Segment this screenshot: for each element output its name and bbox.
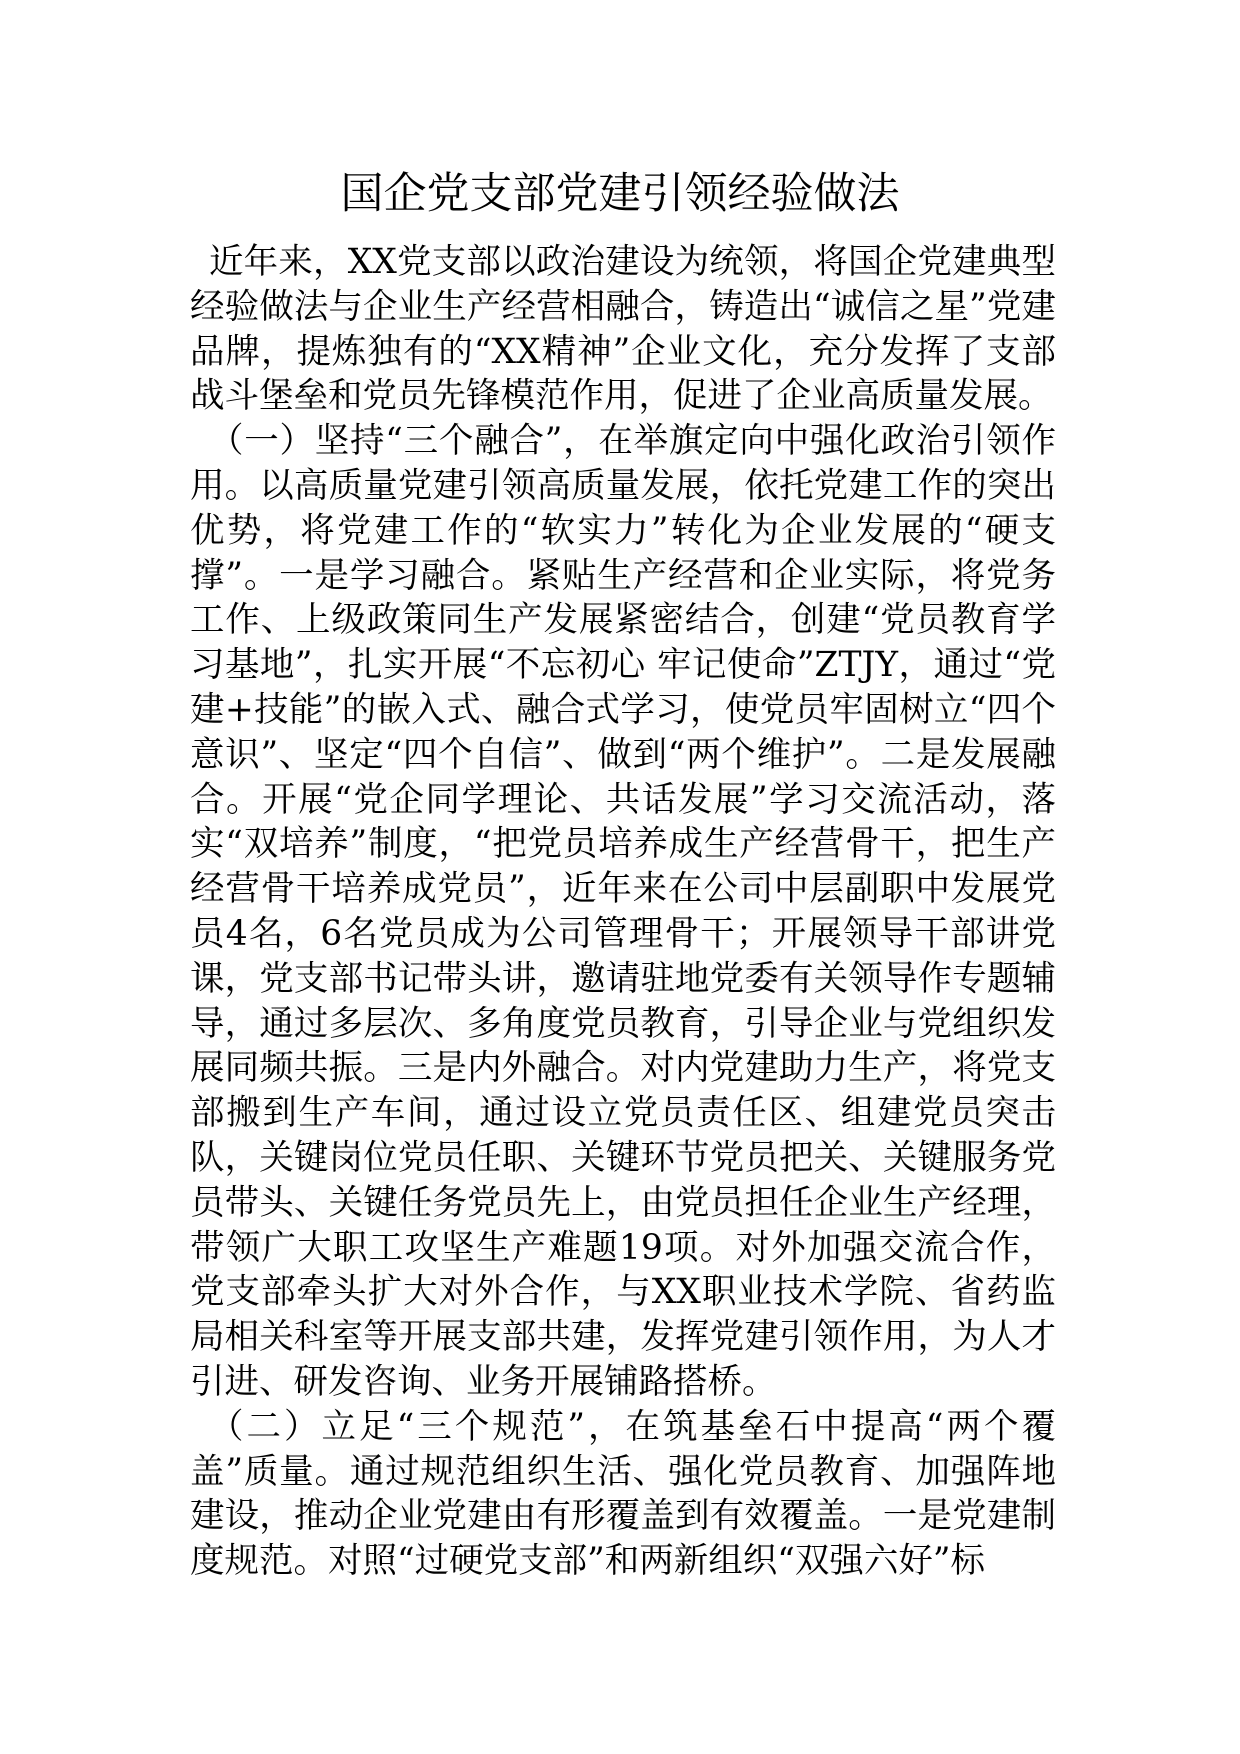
paragraph-section-1: （一）坚持“三个融合”，在举旗定向中强化政治引领作用。以高质量党建引领高质量发展，依托党建工作的突出优势，将党建工作的“软实力”转化为企业发展的“硬支撑”。一是学习融合。紧贴生产经营和企业实际，将党务工作、上级政策同生产发展紧密结合，创建“党员教育学习基地”，扎实开展“不忘初心 牢记使命”ZTJY，通过“党建+技能”的嵌入式、融合式学习，使党员牢固树立“四个意识”、坚定“四个自信”、做到“两个维护”。二是发展融合。开展“党企同学理论、共话发展”学习交流活动，落实“双培养”制度，“把党员培养成生产经营骨干，把生产经营骨干培养成党员”，近年来在公司中层副职中发展党员4名，6名党员成为公司管理骨干；开展领导干部讲党课，党支部书记带头讲，邀请驻地党委有关领导作专题辅导，通过多层次、多角度党员教育，引导企业与党组织发展同频共振。三是内外融合。对内党建助力生产，将党支部搬到生产车间，通过设立党员责任区、组建党员突击队，关键岗位党员任职、关键环节党员把关、关键服务党员带头、关键任务党员先上，由党员担任企业生产经理，带领广大职工攻坚生产难题19项。对外加强交流合作，党支部牵头扩大对外合作，与XX职业技术学院、省药监局相关科室等开展支部共建，发挥党建引领作用，为人才引进、研发咨询、业务开展铺路搭桥。 bbox=[190, 421, 1056, 1402]
document-body bbox=[190, 240, 1056, 1584]
paragraph-section-2: （二）立足“三个规范”，在筑基垒石中提高“两个覆盖”质量。通过规范组织生活、强化党员教育、加强阵地建设，推动企业党建由有形覆盖到有效覆盖。一是党建制度规范。对照“过硬党支部”和两新组织“双强六好”标 bbox=[190, 1406, 1056, 1582]
paragraph-intro: 近年来，XX党支部以政治建设为统领，将国企党建典型经验做法与企业生产经营相融合，铸造出“诚信之星”党建品牌，提炼独有的“XX精神”企业文化，充分发挥了支部战斗堡垒和党员先锋模范作用，促进了企业高质量发展。 bbox=[190, 242, 1056, 417]
document-title: 国企党支部党建引领经验做法 bbox=[340, 169, 900, 219]
